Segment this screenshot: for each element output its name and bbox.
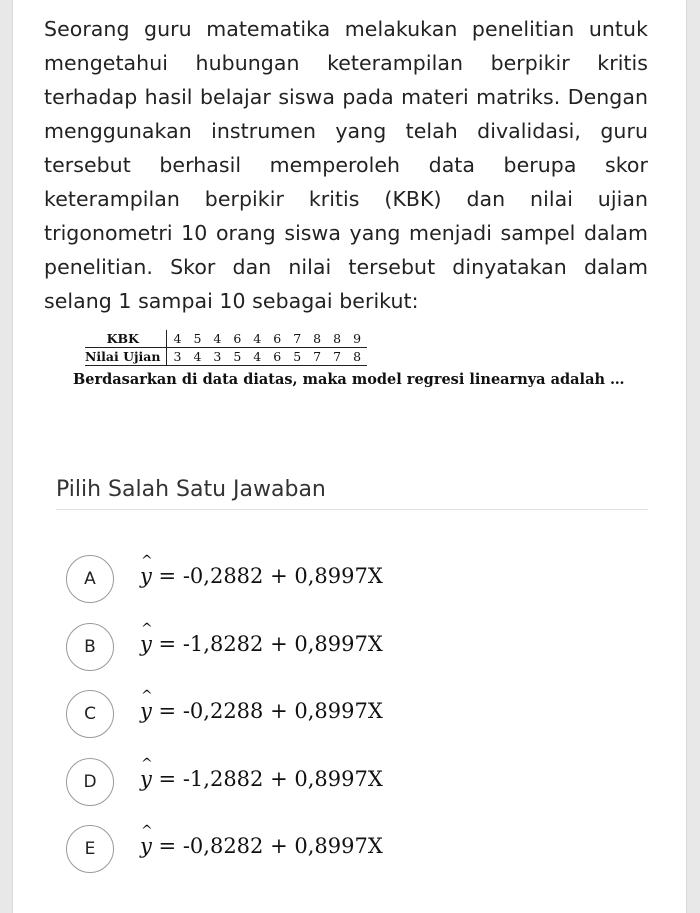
option-letter-badge[interactable]: E: [66, 825, 114, 873]
option-letter-badge[interactable]: D: [66, 758, 114, 806]
table-cell: 4: [207, 330, 227, 348]
table-row-nilai-ujian: [85, 348, 367, 366]
option-formula: [140, 564, 383, 588]
option-c[interactable]: [66, 690, 626, 738]
table-cell: 8: [307, 330, 327, 348]
table-cell: 5: [227, 348, 247, 366]
table-cell: 3: [207, 348, 227, 366]
option-formula: [140, 699, 383, 723]
y-hat-symbol: ^ y: [140, 767, 152, 791]
option-formula: [140, 767, 383, 791]
table-cell: 6: [227, 330, 247, 348]
table-cell: 9: [347, 330, 367, 348]
question-prompt: Berdasarkan di data diatas, maka model regresi linearnya adalah …: [73, 371, 625, 388]
table-cell: 4: [167, 330, 187, 348]
formula-text: = -1,2882 + 0,8997X: [151, 767, 383, 791]
row-label-nilai-ujian: Nilai Ujian: [85, 348, 167, 366]
option-formula: [140, 632, 383, 656]
row-label-kbk: KBK: [85, 330, 167, 348]
table-cell: 7: [287, 330, 307, 348]
question-text: Seorang guru matematika melakukan penelitian untuk mengetahui hubungan keterampilan berpikir kritis terhadap hasil belajar siswa pada materi matriks. Dengan menggunakan instrumen yang telah divalidasi, guru tersebut berhasil memperoleh data berupa skor keterampilan berpikir kritis (KBK) dan nilai ujian trigonometri 10 orang siswa yang menjadi sampel dalam penelitian. Skor dan nilai tersebut dinyatakan dalam selang 1 sampai 10 sebagai berikut:: [44, 17, 648, 313]
y-hat-symbol: ^ y: [140, 564, 152, 588]
option-letter-badge[interactable]: A: [66, 555, 114, 603]
y-hat-symbol: ^ y: [140, 699, 152, 723]
y-hat-symbol: ^ y: [140, 632, 152, 656]
option-letter-badge[interactable]: B: [66, 623, 114, 671]
table-cell: 5: [187, 330, 207, 348]
table-cell: 4: [247, 330, 267, 348]
formula-text: = -0,8282 + 0,8997X: [151, 834, 383, 858]
option-a[interactable]: [66, 555, 626, 603]
option-e[interactable]: [66, 825, 626, 873]
formula-text: = -0,2882 + 0,8997X: [151, 564, 383, 588]
table-cell: 6: [267, 330, 287, 348]
table-cell: 7: [327, 348, 347, 366]
formula-text: = -0,2288 + 0,8997X: [151, 699, 383, 723]
table-cell: 5: [287, 348, 307, 366]
table-cell: 4: [247, 348, 267, 366]
table-row-kbk: [85, 330, 367, 348]
option-d[interactable]: [66, 758, 626, 806]
table-cell: 4: [187, 348, 207, 366]
option-formula: [140, 834, 383, 858]
divider: [56, 509, 648, 510]
table-cell: 7: [307, 348, 327, 366]
table-cell: 8: [347, 348, 367, 366]
data-table: [85, 330, 367, 366]
table-cell: 3: [167, 348, 187, 366]
y-hat-symbol: ^ y: [140, 834, 152, 858]
formula-text: = -1,8282 + 0,8997X: [151, 632, 383, 656]
table-cell: 8: [327, 330, 347, 348]
option-b[interactable]: [66, 623, 626, 671]
option-letter-badge[interactable]: C: [66, 690, 114, 738]
table-cell: 6: [267, 348, 287, 366]
choose-answer-title: Pilih Salah Satu Jawaban: [56, 477, 326, 502]
